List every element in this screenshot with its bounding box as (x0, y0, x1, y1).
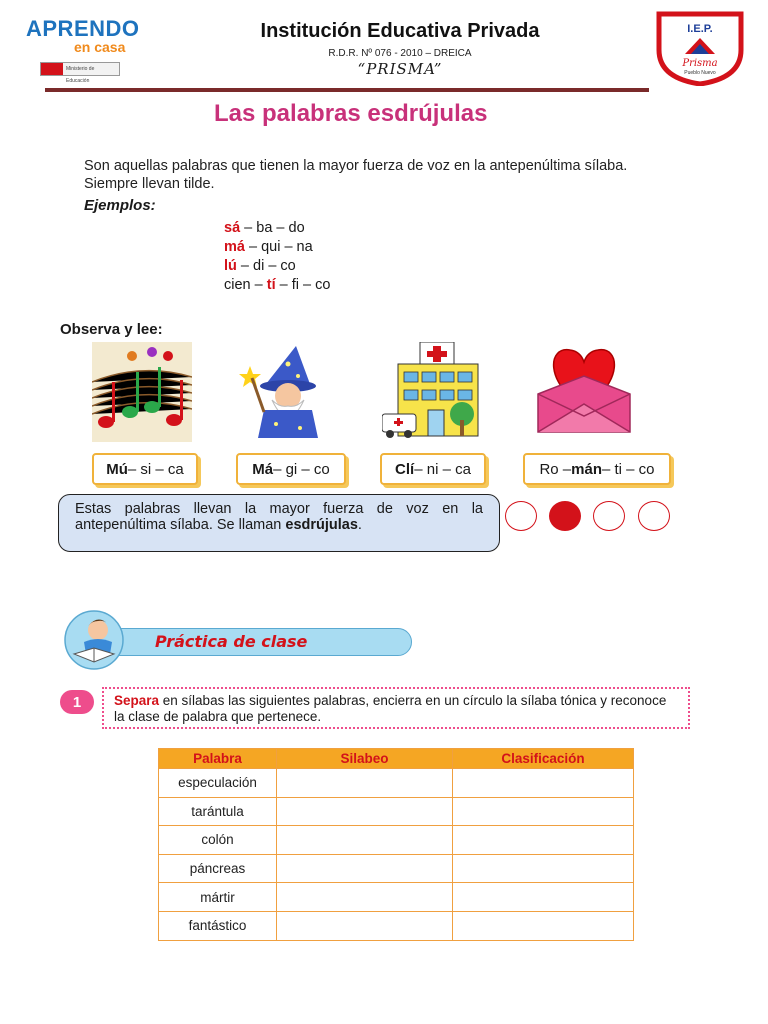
shield-top-text: I.E.P. (687, 23, 713, 35)
exercise-instruction: Separa en sílabas las siguientes palabras, encierra en un círculo la sílaba tónica y reconoce la clase de palabra que pertenece. (102, 687, 690, 729)
examples-label: Ejemplos: (84, 197, 156, 214)
shield-name-text: Prisma (682, 58, 718, 69)
syllable-answer-cell[interactable] (277, 883, 453, 912)
syllable-answer-cell[interactable] (277, 769, 453, 798)
ministry-logo (40, 62, 120, 84)
hospital-icon (382, 342, 482, 442)
word-cell: fantástico (159, 911, 277, 940)
example-4: cien – tí – fi – co (224, 277, 331, 293)
lesson-title: Las palabras esdrújulas (214, 100, 488, 127)
esdrujulas-note: Estas palabras llevan la mayor fuerza de voz en la antepenúltima sílaba. Se llaman esdrújulas. (58, 494, 500, 552)
wizard-icon (236, 342, 336, 442)
syllable-circle (505, 501, 537, 531)
word-cell: páncreas (159, 854, 277, 883)
word-cell: especulación (159, 769, 277, 798)
table-row (159, 797, 634, 826)
definition-line-1: Son aquellas palabras que tienen la mayor fuerza de voz en la antepenúltima sílaba. (84, 158, 628, 174)
definition-line-2: Siempre llevan tilde. (84, 176, 215, 192)
syllable-answer-cell[interactable] (277, 854, 453, 883)
heart-envelope-icon (534, 342, 634, 442)
shield-place-text: Pueblo Nuevo (684, 70, 716, 76)
institution-title: Institución Educativa Privada (260, 20, 540, 42)
table-row (159, 854, 634, 883)
word-cell: mártir (159, 883, 277, 912)
definition-text (84, 157, 724, 193)
word-box-romantico: Ro – mán – ti – co (523, 453, 671, 485)
syllable-circle (593, 501, 625, 531)
classification-answer-cell[interactable] (453, 797, 634, 826)
music-notes-icon (92, 342, 192, 442)
header-palabra: Palabra (159, 749, 277, 769)
resolution-text: R.D.R. Nº 076 - 2010 – DREICA (328, 48, 472, 59)
classification-answer-cell[interactable] (453, 883, 634, 912)
logo-bottom-text: en casa (74, 39, 126, 55)
syllable-answer-cell[interactable] (277, 826, 453, 855)
syllable-table (158, 748, 634, 941)
school-name: “PRISMA” (357, 60, 443, 78)
classification-answer-cell[interactable] (453, 826, 634, 855)
example-1: sá – ba – do (224, 220, 305, 236)
logo-top-text: APRENDO (26, 16, 140, 41)
school-shield-icon (655, 10, 745, 86)
aprendo-en-casa-logo (26, 18, 146, 56)
exercise-number-badge: 1 (60, 690, 94, 714)
ministry-text: Ministerio de Educación (63, 63, 119, 75)
practice-heading: Práctica de clase (155, 632, 308, 651)
table-row (159, 883, 634, 912)
word-box-musica: Mú – si – ca (92, 453, 198, 485)
header-divider (45, 88, 649, 92)
word-box-magico: Má – gi – co (236, 453, 346, 485)
word-cell: tarántula (159, 797, 277, 826)
syllable-answer-cell[interactable] (277, 797, 453, 826)
word-box-clinica: Clí – ni – ca (380, 453, 486, 485)
header-silabeo: Silabeo (277, 749, 453, 769)
example-3: lú – di – co (224, 258, 296, 274)
header-clasificacion: Clasificación (453, 749, 634, 769)
classification-answer-cell[interactable] (453, 911, 634, 940)
word-cell: colón (159, 826, 277, 855)
syllable-circle (638, 501, 670, 531)
table-row (159, 911, 634, 940)
table-row (159, 769, 634, 798)
syllable-answer-cell[interactable] (277, 911, 453, 940)
student-reading-icon (60, 608, 134, 670)
syllable-circle-stressed (549, 501, 581, 531)
example-2: má – qui – na (224, 239, 313, 255)
classification-answer-cell[interactable] (453, 854, 634, 883)
table-row (159, 826, 634, 855)
observe-label: Observa y lee: (60, 321, 163, 338)
classification-answer-cell[interactable] (453, 769, 634, 798)
